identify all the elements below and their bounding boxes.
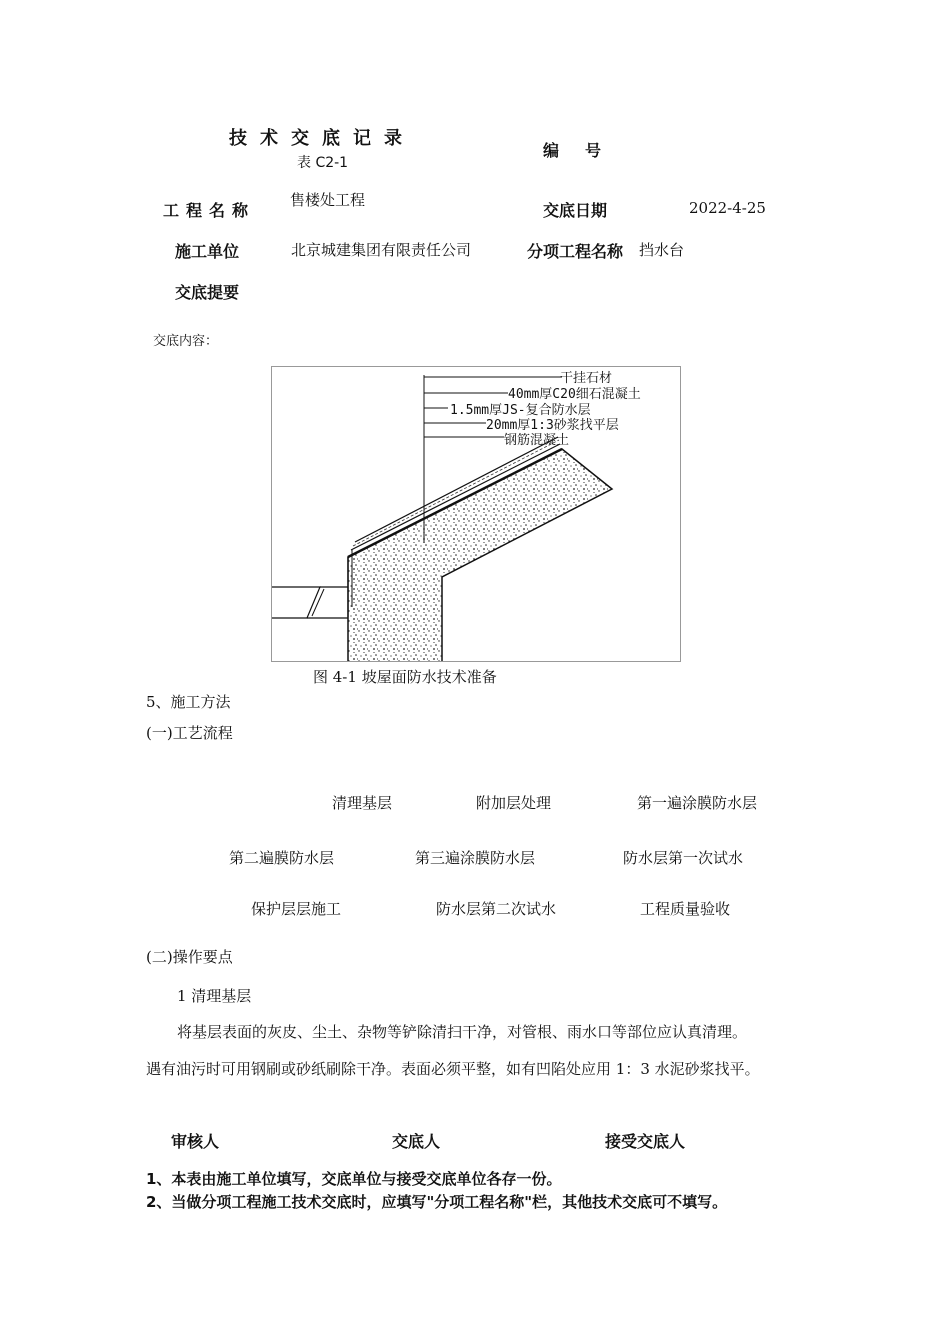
number-label: 编号 <box>543 141 628 160</box>
process-step: 第一遍涂膜防水层 <box>637 794 758 812</box>
figure-caption: 图 4-1 坡屋面防水技术准备 <box>313 668 497 686</box>
reviewer-label: 审核人 <box>171 1132 220 1151</box>
point-1-paragraph-cont: 遇有油污时可用钢刷或砂纸刷除干净。表面必须平整，如有凹陷处应用 1：3 水泥砂浆找平。 <box>146 1060 760 1078</box>
subproject-label: 分项工程名称 <box>527 242 624 261</box>
note-2: 2、当做分项工程施工技术交底时，应填写"分项工程名称"栏，其他技术交底可不填写。 <box>146 1193 728 1211</box>
roof-waterproofing-figure <box>271 366 681 662</box>
process-step: 第二遍膜防水层 <box>229 849 335 867</box>
form-code: 表 C2-1 <box>297 155 349 171</box>
section-5-heading: 5、施工方法 <box>146 693 231 711</box>
process-step: 保护层层施工 <box>251 900 342 918</box>
process-step: 工程质量验收 <box>640 900 731 918</box>
process-step: 清理基层 <box>332 794 393 812</box>
note-1: 1、本表由施工单位填写，交底单位与接受交底单位各存一份。 <box>146 1170 562 1188</box>
process-step: 防水层第一次试水 <box>623 849 744 867</box>
point-1-title: 1 清理基层 <box>177 987 252 1005</box>
document-title: 技术交底记录 <box>229 128 415 149</box>
unit-value: 北京城建集团有限责任公司 <box>291 241 472 259</box>
unit-label: 施工单位 <box>175 242 240 261</box>
presenter-label: 交底人 <box>392 1132 441 1151</box>
key-points-heading: (二)操作要点 <box>146 948 233 966</box>
callout-stone: 干挂石材 <box>560 371 613 386</box>
receiver-label: 接受交底人 <box>605 1132 686 1151</box>
point-1-paragraph: 将基层表面的灰皮、尘土、杂物等铲除清扫干净，对管根、雨水口等部位应认真清理。 <box>177 1023 748 1041</box>
callout-screed: 20mm厚1:3砂浆找平层 <box>486 418 619 433</box>
project-name-value: 售楼处工程 <box>290 191 366 209</box>
date-label: 交底日期 <box>543 201 608 220</box>
content-label: 交底内容： <box>153 334 219 349</box>
process-step: 附加层处理 <box>476 794 552 812</box>
callout-js-membrane: 1.5mm厚JS-复合防水层 <box>450 403 591 418</box>
callout-rc: 钢筋混凝土 <box>504 433 570 448</box>
summary-label: 交底提要 <box>175 283 240 302</box>
process-step: 防水层第二次试水 <box>436 900 557 918</box>
callout-fine-concrete: 40mm厚C20细石混凝土 <box>508 387 641 402</box>
process-step: 第三遍涂膜防水层 <box>415 849 536 867</box>
process-heading: (一)工艺流程 <box>146 724 233 742</box>
project-name-label: 工程名称 <box>163 201 256 220</box>
subproject-value: 挡水台 <box>639 241 685 259</box>
date-value: 2022-4-25 <box>689 199 766 217</box>
